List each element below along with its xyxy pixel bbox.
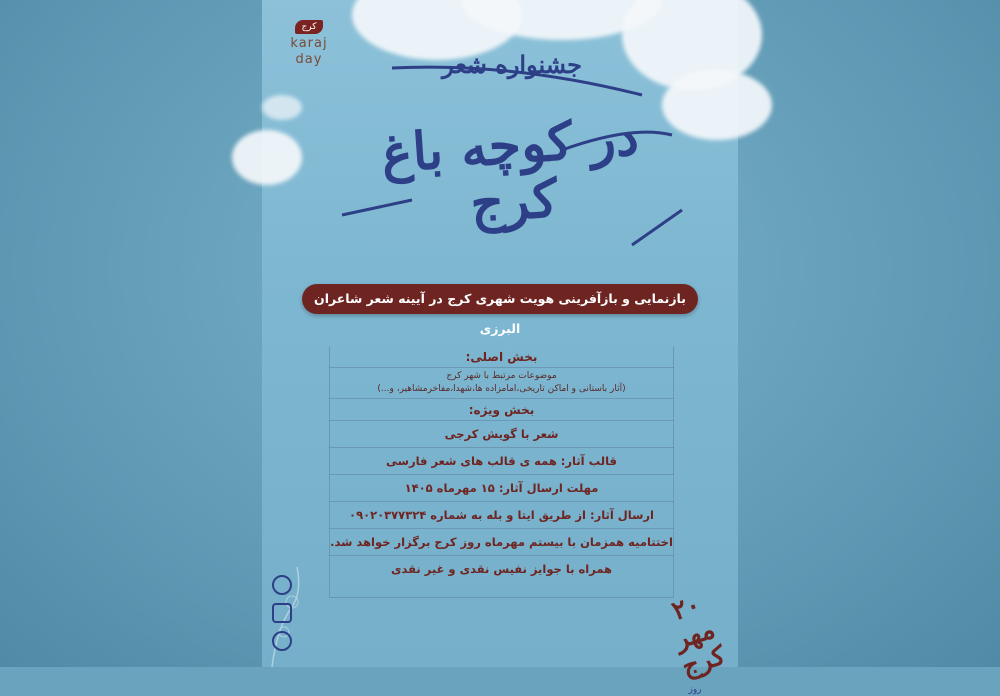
festival-subtitle: جشنواره شعر bbox=[441, 50, 582, 79]
submission-line: ارسال آثار: از طریق ایتا و بله به شماره ۰۹۰۲۰۳۷۷۳۲۴ bbox=[329, 502, 674, 529]
main-topic-text: موضوعات مرتبط با شهر کرج bbox=[446, 371, 557, 381]
logo-latin-bottom: day bbox=[295, 52, 323, 67]
sponsor-emblem-icon bbox=[272, 631, 292, 651]
info-box bbox=[329, 346, 674, 583]
special-section-heading: بخش ویژه: bbox=[329, 399, 674, 421]
main-section-heading: بخش اصلی: bbox=[329, 346, 674, 368]
format-line: قالب آثار: همه ی قالب های شعر فارسی bbox=[329, 448, 674, 475]
sponsor-emblem-icon bbox=[272, 575, 292, 595]
logo-latin-top: karaj bbox=[290, 36, 328, 51]
poster bbox=[262, 0, 738, 695]
main-examples-text: (آثار باستانی و اماکن تاریخی،امامزاده ها،شهدا،مفاخرمشاهیر، و...) bbox=[377, 384, 626, 394]
theme-banner: بازنمایی و بازآفرینی هویت شهری کرج در آیینه شعر شاعران البرزی bbox=[302, 284, 698, 314]
prizes-line: همراه با جوایز نفیس نقدی و غیر نقدی bbox=[390, 562, 613, 576]
festival-title: در کوچه باغ کرج bbox=[379, 106, 641, 235]
closing-line: اختتامیه همزمان با بیستم مهرماه روز کرج برگزار خواهد شد. bbox=[329, 529, 674, 556]
footer-logo-sub: روز bbox=[688, 685, 702, 695]
sponsor-emblems bbox=[268, 567, 296, 659]
footer-logo-main: ۲۰ مهر کرج bbox=[668, 589, 729, 683]
deadline-line: مهلت ارسال آثار: ۱۵ مهرماه ۱۴۰۵ bbox=[329, 475, 674, 502]
special-topic: شعر با گویش کرجی bbox=[329, 421, 674, 448]
karaj-day-footer-logo bbox=[660, 579, 730, 695]
main-section-topic bbox=[329, 368, 674, 399]
logo-badge: کرج bbox=[295, 20, 322, 34]
sponsor-emblem-icon bbox=[272, 603, 292, 623]
